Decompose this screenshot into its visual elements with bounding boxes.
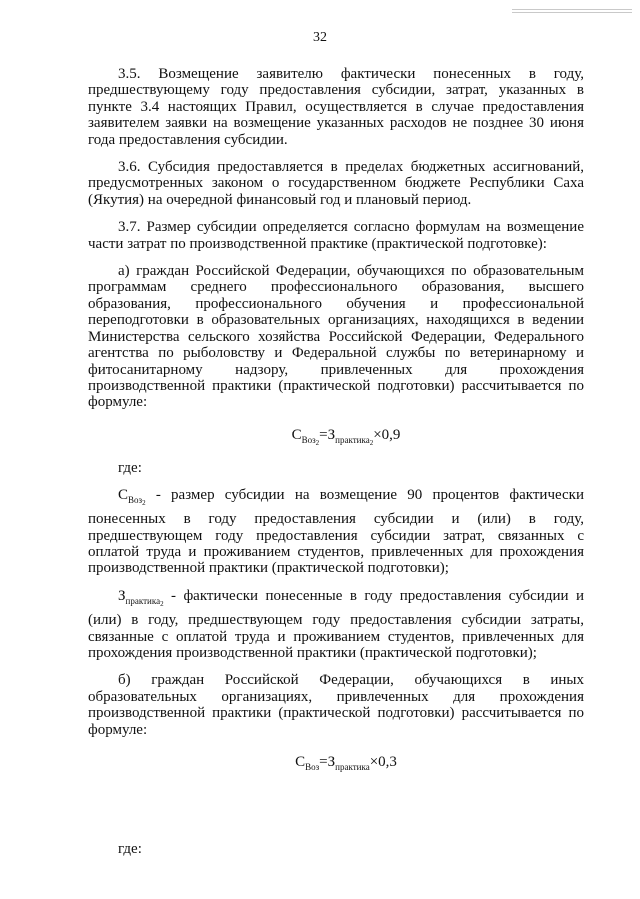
definition-c-voz2 [88,487,584,577]
paragraph-3-5: 3.5. Возмещение заявителю фактически понесенных в году, предшествующему году предоставления субсидии, затрат, указанных в пункте 3.4 настоящих Правил, осуществляется в случае предоставления заявителем заявки на возмещение указанных расходов не позднее 30 июня года предоставления субсидии. [88,66,584,148]
symbol-c-voz2 [118,486,146,507]
paragraph-3-7: 3.7. Размер субсидии определяется согласно формулам на возмещение части затрат по производственной практике (практической подготовке): [88,219,584,252]
symbol-c-voz2-sub: Воз [128,494,143,505]
formula-a-c-sub: Воз [301,434,316,445]
formula-a-eq: = [319,426,328,443]
formula-b-z: З [327,754,336,770]
where-label-2: где: [118,841,142,857]
formula-b-eq: = [319,754,328,770]
symbol-z-praktika2 [118,587,164,608]
where-label-1: где: [118,459,142,476]
formula-a-tail: ×0,9 [373,426,401,443]
definition-c-voz2-text: - размер субсидии на возмещение 90 процентов фактически понесенных в году предоставления субсидии и (или) в году, предшествующем году предоставления субсидии затрат, связанных с оплатой труда и проживанием студентов, привлеченных для прохождения производственной практики (практической подготовки); [88,486,584,577]
definition-z-praktika2 [88,588,584,662]
symbol-z-praktika2-sub: практика [125,595,161,606]
formula-b [88,749,584,775]
vertical-gap [88,783,584,829]
formula-a [88,422,584,448]
formula-b-z-sub: практика [335,762,370,772]
symbol-z-praktika2-base: З [118,587,126,604]
symbol-c-voz2-subsub: 2 [142,498,146,507]
formula-b-c: С [295,754,306,770]
formula-a-c-subsub: 2 [315,438,320,447]
page-number: 32 [313,30,327,45]
formula-a-c: С [291,426,302,443]
symbol-z-praktika2-subsub: 2 [160,599,164,608]
formula-b-tail: ×0,3 [369,754,397,770]
symbol-c-voz2-base: С [118,486,129,503]
scan-artifact-lines [512,9,632,15]
paragraph-3-6: 3.6. Субсидия предоставляется в пределах бюджетных ассигнований, предусмотренных законом о государственном бюджете Республики Саха (Якутия) на очередной финансовый год и плановый период. [88,159,584,208]
formula-a-z: З [327,426,336,443]
paragraph-b: б) граждан Российской Федерации, обучающихся в иных образовательных организациях, привлеченных для прохождения производственной практики (практической подготовки) рассчитывается по формуле: [88,672,584,738]
formula-b-c-sub: Воз [305,762,320,772]
formula-a-z-sub: практика [335,434,370,445]
paragraph-a: а) граждан Российской Федерации, обучающихся по образовательным программам среднего профессионального образования, высшего образования, профессионального обучения и профессиональной переподготовки в образовательных организациях, находящихся в ведении Министерства сельского хозяйства Российской Федерации, Федерального агентства по рыболовству и Федеральной службы по ветеринарному и фитосанитарному надзору, привлеченных для прохождения производственной практики (практической подготовки) рассчитывается по формуле: [88,263,584,411]
document-body [88,66,584,868]
formula-a-z-subsub: 2 [369,438,374,447]
definition-z-praktika2-text: - фактически понесенные в году предоставления субсидии и (или) в году, предшествующем году предоставления субсидии затраты, связанные с оплатой труда и проживанием студентов, привлеченных для прохождения производственной практики (практической подготовки); [88,587,584,661]
